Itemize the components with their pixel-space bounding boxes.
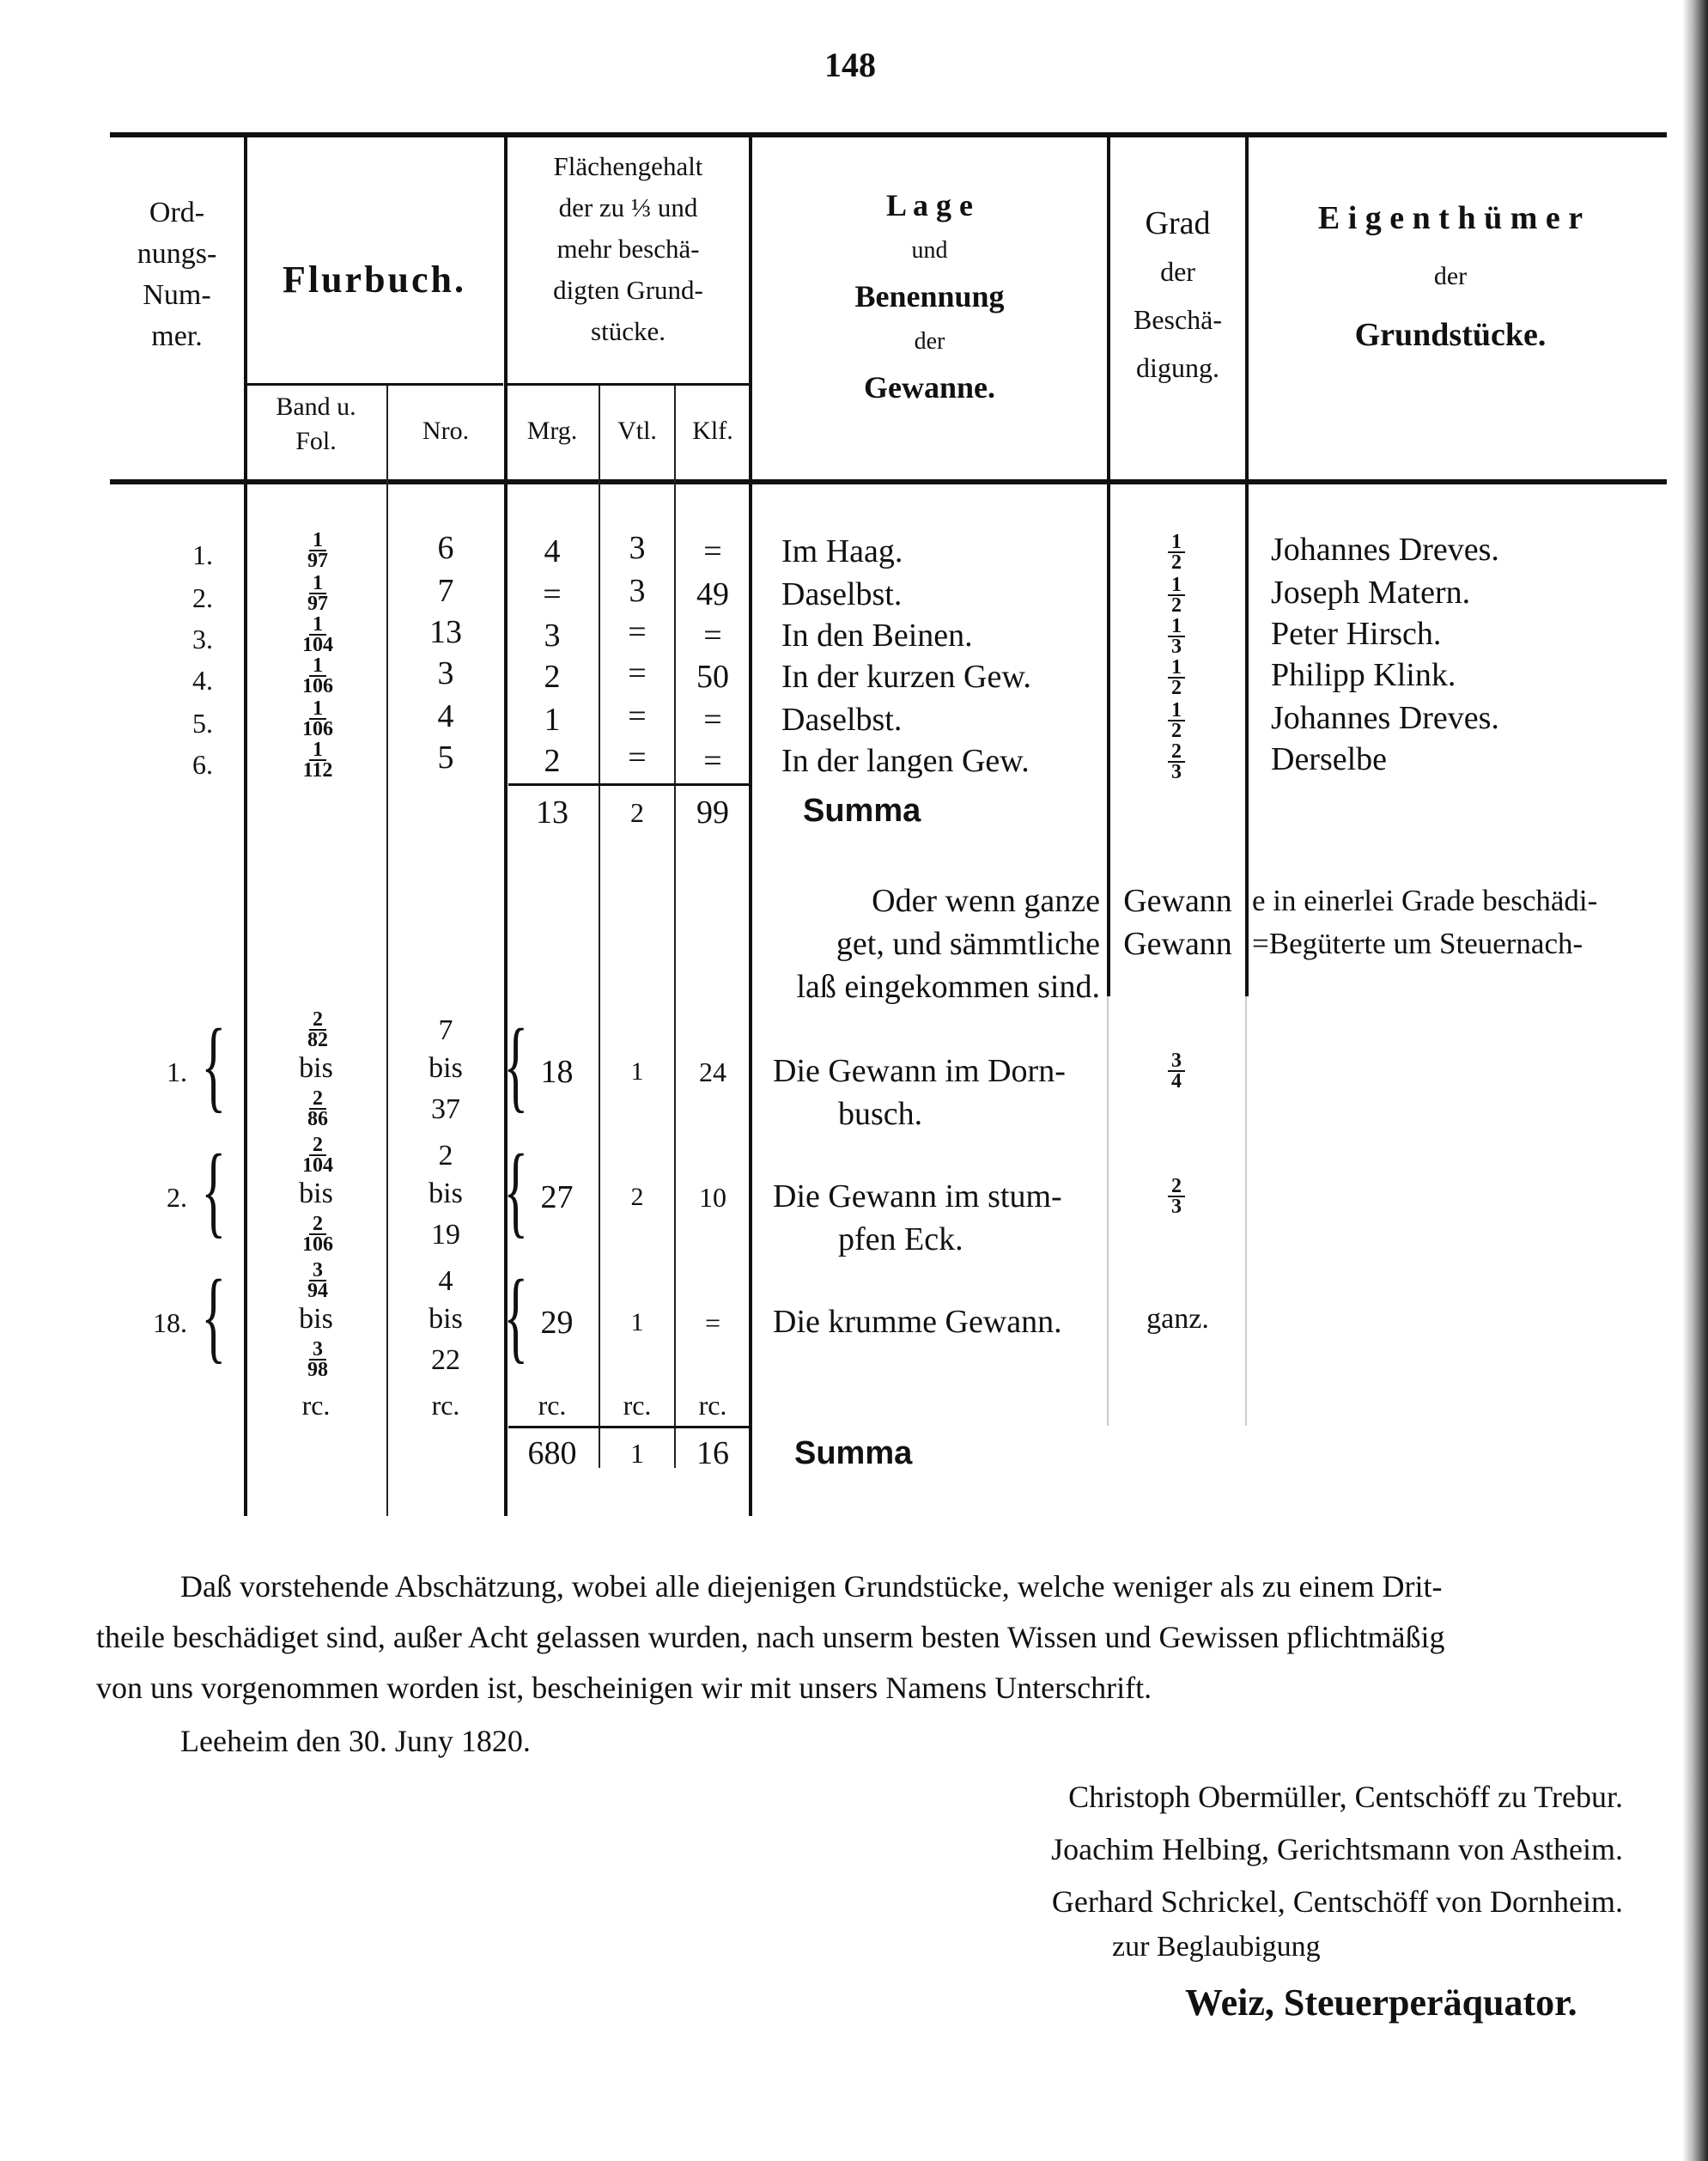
sum1-vtl: 2 [630,797,644,828]
row-mrg: 2 [544,659,561,695]
row-mrg: 4 [544,533,561,569]
group-bis: bis [429,1303,463,1335]
denominator: 4 [1171,1070,1182,1093]
denominator: 98 [307,1359,328,1381]
group-bis: bis [429,1178,463,1209]
header-line: L a g e [885,188,973,222]
row-vtl: = [628,740,647,776]
numerator: 2 [309,1214,326,1235]
row-mrg: = [543,576,562,612]
sum2-label: Summa [794,1435,913,1471]
header-line: mehr beschä- [556,234,700,264]
denominator: 106 [302,1233,333,1256]
header-line: Num- [143,279,211,311]
page-edge-shadow [1682,0,1708,2161]
etc-nro: rc. [431,1390,460,1421]
header-line: digten Grund- [553,275,703,305]
sum-rule [508,1426,749,1428]
header-line: der zu ⅓ und [558,192,698,222]
note-line: Oder wenn ganze [872,883,1100,919]
group-nro-from: 7 [438,1014,453,1046]
denominator: 106 [302,718,333,740]
row-number: 4. [192,665,213,696]
header-band [246,390,386,459]
row-owner: Philipp Klink. [1271,657,1456,693]
row-mrg: 2 [544,743,561,779]
note-line: get, und sämmtliche [836,926,1100,962]
header-line: Ord- [149,197,205,228]
group-lage [773,1300,1062,1343]
row-nro: 6 [437,530,454,566]
lage-line: Die krumme Gewann. [773,1304,1062,1340]
group-nro-to: 22 [431,1344,460,1376]
fraction [1142,1177,1211,1216]
row-number: 2. [192,582,213,613]
header-line: der [1433,262,1468,290]
row-owner: Johannes Dreves. [1271,532,1499,568]
signature-line: Joachim Helbing, Gerichtsmann von Astheim. [1051,1832,1623,1866]
group-number: 2. [167,1182,187,1213]
row-vtl: 3 [629,573,646,609]
row-lage: In der langen Gew. [781,743,1030,779]
row-lage: Daselbst. [781,702,903,738]
top-rule [110,132,1667,137]
paragraph-line: theile beschädiget sind, außer Acht gelassen wurden, nach unserm besten Wissen und Gewissen pflichtmäßig [96,1620,1445,1654]
header-lage [752,177,1107,416]
group-vtl: 1 [630,1308,644,1336]
header-ord [110,192,244,357]
lage-line: Die Gewann im Dorn- [773,1053,1066,1089]
row-owner: Derselbe [1271,741,1388,777]
denominator: 2 [1171,551,1182,574]
numerator: 3 [1168,1051,1185,1072]
header-grad [1110,199,1245,392]
header-eigen [1249,177,1652,376]
etc-mrg: rc. [538,1390,567,1421]
denominator: 97 [307,550,328,572]
row-number: 3. [192,624,213,654]
group-nro-to: 19 [431,1219,460,1251]
row-number: 1. [192,539,213,570]
group-grad: ganz. [1146,1303,1209,1335]
header-line: Beschä- [1133,304,1223,335]
header-nro: Nro. [422,417,470,445]
brace-icon: { [201,1007,227,1122]
lage-line: busch. [838,1096,923,1132]
header-rule [110,479,1667,484]
header-klf: Klf. [692,417,733,445]
row-nro: 5 [437,740,454,776]
numerator: 1 [309,699,326,720]
note-right [1252,880,1597,965]
group-bis: bis [299,1178,333,1209]
place-date: Leeheim den 30. Juny 1820. [180,1724,531,1758]
fraction [258,656,378,696]
fraction [258,574,378,613]
row-owner: Peter Hirsch. [1271,616,1442,652]
numerator: 1 [1168,575,1185,596]
numerator: 1 [309,531,326,551]
row-mrg: 1 [544,702,561,738]
signature-line: Gerhard Schrickel, Centschöff von Dornheim. [1051,1884,1623,1919]
fraction [258,740,378,780]
etc-klf: rc. [698,1390,727,1421]
header-line: digung. [1136,352,1219,383]
group-klf: 24 [699,1056,726,1087]
row-nro: 13 [429,614,462,650]
fraction [266,1135,369,1175]
denominator: 97 [307,593,328,615]
header-flurbuch: Flurbuch. [282,259,467,301]
brace-icon: { [201,1133,227,1247]
header-mrg: Mrg. [526,417,578,445]
denominator: 2 [1171,594,1182,617]
final-signature: Weiz, Steuerperäquator. [1185,1981,1577,2024]
note-line: laß eingekommen sind. [796,969,1100,1005]
header-line: der [1160,256,1195,287]
group-number: 18. [153,1307,187,1338]
group-mrg: 18 [540,1054,574,1090]
sum-rule [508,783,749,786]
lage-line: Die Gewann im stum- [773,1178,1062,1214]
numerator: 2 [309,1089,326,1110]
row-nro: 7 [437,573,454,609]
row-klf: = [703,618,722,654]
row-owner: Johannes Dreves. [1271,700,1499,736]
group-nro-from: 2 [438,1140,453,1172]
fraction [1142,742,1211,782]
numerator: 1 [309,740,326,761]
denominator: 82 [307,1029,328,1051]
fraction [1142,575,1211,615]
fraction [1142,701,1211,740]
row-number: 6. [192,749,213,780]
fraction [258,699,378,739]
denominator: 112 [302,759,333,782]
brace-icon: { [503,1258,529,1373]
fraction [266,1261,369,1300]
row-lage: In der kurzen Gew. [781,659,1031,695]
header-flaeche [506,146,751,352]
row-klf: 50 [696,659,729,695]
flurbuch-subrule [246,383,503,386]
denominator: 104 [302,1154,333,1177]
col-divider-faint [1245,996,1247,1426]
fraction [1142,533,1211,572]
fraction [1142,658,1211,697]
brace-icon: { [503,1007,529,1122]
group-vtl: 1 [630,1057,644,1086]
note-line: Gewann [1123,883,1232,919]
flaeche-subrule [506,383,751,386]
numerator: 1 [1168,658,1185,679]
numerator: 2 [309,1010,326,1031]
denominator: 3 [1171,636,1182,658]
denominator: 86 [307,1108,328,1130]
numerator: 1 [309,656,326,677]
attestation-paragraph [96,1561,1668,1714]
row-vtl: 3 [629,530,646,566]
etc-vtl: rc. [623,1390,652,1421]
denominator: 94 [307,1280,328,1302]
row-vtl: = [628,614,647,650]
header-line: stücke. [591,316,666,346]
header-line: Band u. [276,393,356,421]
group-nro-to: 37 [431,1093,460,1125]
note-line: Gewann [1123,926,1232,962]
numerator: 2 [1168,1177,1185,1197]
numerator: 2 [309,1135,326,1156]
group-bis: bis [429,1052,463,1084]
group-nro-from: 4 [438,1265,453,1297]
row-mrg: 3 [544,618,561,654]
header-line: Grad [1145,205,1211,241]
fraction [1142,1051,1211,1091]
group-vtl: 2 [630,1183,644,1211]
signature-line: Christoph Obermüller, Centschöff zu Trebur. [1068,1780,1623,1814]
fraction [266,1089,369,1129]
row-klf: = [703,533,722,569]
denominator: 104 [302,634,333,656]
header-line: Benennung [854,279,1005,313]
header-line: und [911,237,948,264]
row-owner: Joseph Matern. [1271,575,1471,611]
header-line: E i g e n t h ü m e r [1317,200,1583,236]
numerator: 2 [1168,742,1185,763]
note-line: =Begüterte um Steuernach- [1252,927,1583,960]
group-number: 1. [167,1056,187,1087]
header-line: Gewanne. [864,370,995,405]
fraction [266,1340,369,1379]
group-klf: 10 [699,1182,726,1213]
note-left [752,880,1100,1008]
paragraph-line: von uns vorgenommen worden ist, bescheinigen wir mit unsers Namens Unterschrift. [96,1671,1152,1705]
numerator: 3 [309,1340,326,1361]
attest-label: zur Beglaubigung [1112,1931,1321,1963]
sum2-vtl: 1 [630,1438,644,1469]
numerator: 1 [1168,701,1185,721]
group-klf: = [704,1307,721,1338]
group-mrg: 29 [540,1305,574,1341]
numerator: 1 [309,574,326,594]
sum2-mrg: 680 [527,1435,577,1471]
sum1-klf: 99 [696,794,729,831]
row-lage: Daselbst. [781,576,903,612]
row-klf: = [703,743,722,779]
row-number: 5. [192,708,213,739]
header-line: mer. [151,320,203,352]
row-klf: 49 [696,576,729,612]
lage-line: pfen Eck. [838,1221,963,1257]
denominator: 3 [1171,761,1182,783]
row-lage: In den Beinen. [781,618,973,654]
denominator: 2 [1171,677,1182,699]
page-number: 148 [824,46,876,84]
brace-icon: { [503,1133,529,1247]
sum1-mrg: 13 [536,794,568,831]
fraction [266,1010,369,1050]
header-line: der [914,328,945,355]
fraction [258,531,378,570]
etc-fol: rc. [301,1390,331,1421]
brace-icon: { [201,1258,227,1373]
row-vtl: = [628,698,647,734]
denominator: 106 [302,675,333,697]
header-vtl: Vtl. [617,417,657,445]
row-vtl: = [628,655,647,691]
fraction [1142,617,1211,656]
header-line: Flächengehalt [553,151,703,181]
row-klf: = [703,702,722,738]
denominator: 2 [1171,720,1182,742]
row-nro: 3 [437,655,454,691]
note-mid [1110,880,1245,965]
denominator: 3 [1171,1196,1182,1218]
header-line: Grundstücke. [1354,317,1547,353]
numerator: 3 [309,1261,326,1281]
row-lage: Im Haag. [781,533,903,569]
group-mrg: 27 [540,1179,574,1215]
header-line: Fol. [295,427,337,455]
sum2-klf: 16 [696,1435,729,1471]
signatures [773,1771,1623,1928]
numerator: 1 [1168,533,1185,553]
group-bis: bis [299,1303,333,1335]
group-bis: bis [299,1052,333,1084]
paragraph-line: Daß vorstehende Abschätzung, wobei alle diejenigen Grundstücke, welche weniger als zu einem Drit- [180,1569,1443,1604]
col-divider-faint [1107,996,1109,1426]
header-line: nungs- [137,238,217,270]
fraction [258,615,378,654]
sum1-label: Summa [803,793,921,829]
fraction [266,1214,369,1254]
note-line: e in einerlei Grade beschädi- [1252,884,1598,917]
row-nro: 4 [437,698,454,734]
group-lage [773,1175,1062,1261]
numerator: 1 [309,615,326,636]
group-lage [773,1050,1066,1135]
numerator: 1 [1168,617,1185,637]
